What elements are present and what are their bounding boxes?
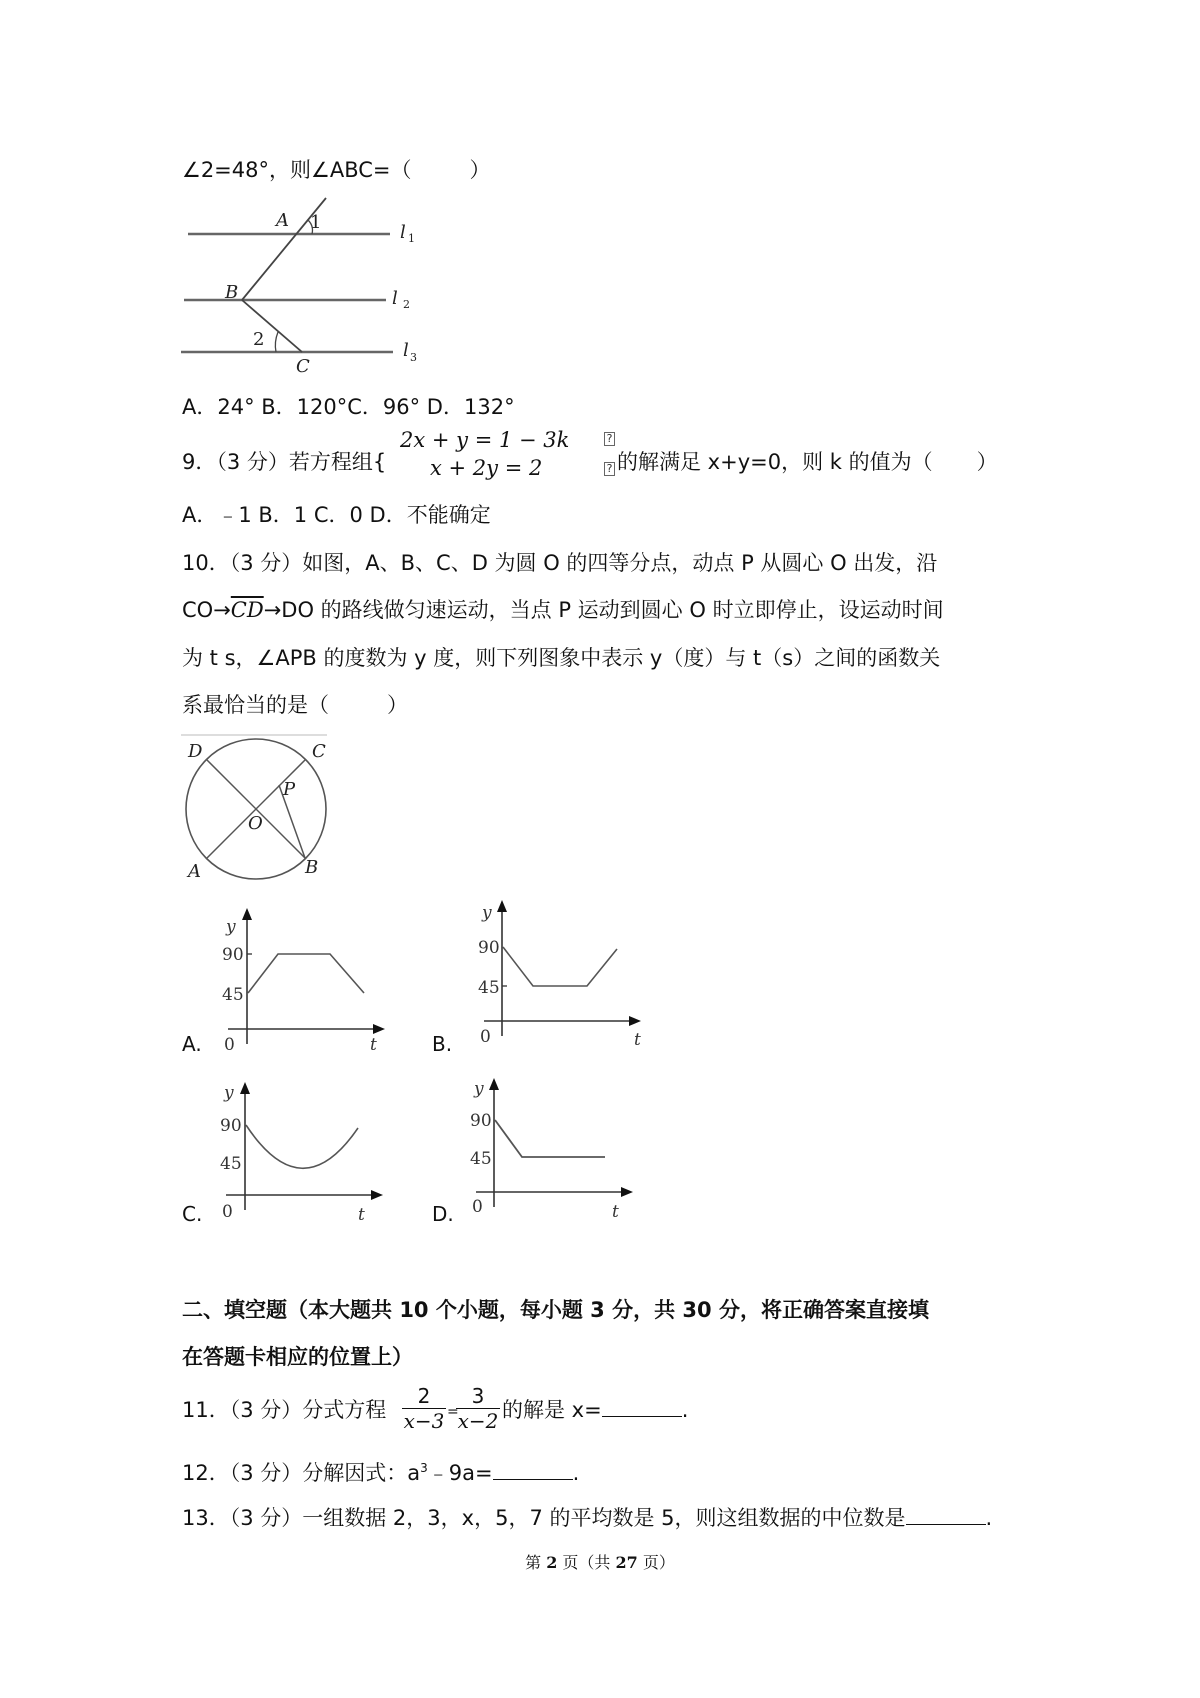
section2-header-line2: 在答题卡相应的位置上） xyxy=(182,1345,413,1369)
graph-D-y-label: y xyxy=(474,1079,484,1099)
q10-close-paren: ） xyxy=(387,693,408,717)
label-B: B xyxy=(225,282,239,303)
q8-text: ∠2=48°，则∠ABC=（ xyxy=(182,158,412,182)
label-A: A xyxy=(188,861,201,882)
graph-D-x-arrow xyxy=(621,1187,633,1197)
q11-frac1-den: x−3 xyxy=(403,1409,445,1433)
q11-suffix-text: 的解是 x= xyxy=(502,1398,602,1422)
page-footer xyxy=(0,1550,1200,1573)
q10-line2-b: →DO 的路线做匀速运动，当点 P 运动到圆心 O 时立即停止，设运动时间 xyxy=(263,598,944,622)
q11-prefix: 11．（3 分）分式方程 xyxy=(182,1398,387,1422)
graph-option-B-label[interactable]: B. xyxy=(432,1032,453,1056)
missing-glyph-icon: ? xyxy=(604,432,615,446)
label-l1: l xyxy=(400,222,406,243)
q11-fraction-2 xyxy=(456,1384,500,1433)
q9-suffix-text: 的解满足 x+y=0，则 k 的值为（ xyxy=(617,450,933,474)
graph-A-tick-90-label: 90 xyxy=(222,945,244,965)
q11-suffix xyxy=(502,1396,688,1424)
label-P: P xyxy=(283,779,296,800)
section2-header-line1 xyxy=(182,1296,929,1324)
footer-text-c: 页） xyxy=(637,1553,675,1572)
graph-option-A-label[interactable]: A. xyxy=(182,1032,202,1056)
label-l2-sub: 2 xyxy=(403,298,410,311)
q9-prefix: 9．（3 分）若方程组{ xyxy=(182,450,387,474)
graph-A-x-label: t xyxy=(370,1035,377,1055)
graph-C-y-label: y xyxy=(224,1083,234,1103)
q11-fraction-1 xyxy=(402,1384,446,1433)
q13-text: 13．（3 分）一组数据 2，3，x，5，7 的平均数是 5，则这组数据的中位数是 xyxy=(182,1506,906,1530)
section2-text-b: 个小题，每小题 xyxy=(428,1298,591,1322)
graph-C-tick-90-label: 90 xyxy=(220,1116,242,1136)
graph-D-origin: 0 xyxy=(472,1197,483,1217)
section2-count: 10 xyxy=(399,1298,429,1322)
q9-eq1: 2x + y = 1 − 3k xyxy=(400,428,570,452)
q13 xyxy=(182,1504,992,1532)
graph-B-tick-90-label: 90 xyxy=(478,938,500,958)
graph-D-y-arrow xyxy=(489,1078,499,1090)
footer-page-number: 2 xyxy=(546,1553,558,1572)
graph-B-y-label: y xyxy=(482,903,492,923)
graph-A-origin: 0 xyxy=(224,1035,235,1055)
label-O: O xyxy=(248,813,263,834)
q12-end: . xyxy=(572,1461,580,1485)
label-l2: l xyxy=(392,288,398,309)
q12-exponent: 3 xyxy=(420,1461,428,1475)
label-l1-sub: 1 xyxy=(408,232,415,245)
q11-equals: = xyxy=(447,1404,459,1420)
section2-total: 30 xyxy=(682,1298,712,1322)
graph-A-y-label: y xyxy=(226,917,236,937)
graph-option-C-label[interactable]: C. xyxy=(182,1202,203,1226)
q9-eq2: x + 2y = 2 xyxy=(430,456,543,480)
q12-answer-blank[interactable] xyxy=(493,1459,573,1480)
graph-B-origin: 0 xyxy=(480,1027,491,1047)
label-D: D xyxy=(188,741,203,762)
graph-C-x-label: t xyxy=(358,1205,365,1225)
q13-answer-blank[interactable] xyxy=(906,1504,986,1525)
label-angle1: 1 xyxy=(310,212,322,233)
graph-D-curve xyxy=(495,1120,605,1157)
label-C: C xyxy=(296,356,310,377)
graph-option-D-label[interactable]: D. xyxy=(432,1202,454,1226)
graph-B-tick-45-label: 45 xyxy=(478,978,500,998)
label-l3-sub: 3 xyxy=(410,351,417,364)
label-C: C xyxy=(312,741,326,762)
q13-end: . xyxy=(985,1506,993,1530)
label-A: A xyxy=(276,210,289,231)
q9-close-paren: ） xyxy=(976,450,998,474)
footer-total-pages: 27 xyxy=(615,1553,638,1572)
q11-frac2-num: 3 xyxy=(471,1384,485,1408)
label-angle2: 2 xyxy=(253,329,265,350)
section2-each: 3 xyxy=(590,1298,605,1322)
graph-D-tick-45-label: 45 xyxy=(470,1149,492,1169)
q10-line4-text: 系最恰当的是（ xyxy=(182,693,329,717)
graph-B-x-label: t xyxy=(634,1030,641,1050)
q12-prefix: 12．（3 分）分解因式：a xyxy=(182,1461,421,1485)
q12 xyxy=(182,1454,579,1487)
section2-text-d: 分，将正确答案直接填 xyxy=(711,1298,929,1322)
graph-D-x-label: t xyxy=(612,1202,619,1222)
footer-text-a: 第 xyxy=(525,1553,547,1572)
q9-options: A．﹣1 B．1 C．0 D．不能确定 xyxy=(182,503,491,527)
q12-rest: ﹣9a= xyxy=(427,1461,493,1485)
label-B: B xyxy=(305,857,319,878)
section2-text-a: 二、填空题（本大题共 xyxy=(182,1298,400,1322)
q8-close-paren: ） xyxy=(469,158,491,182)
q10-line1: 10．（3 分）如图，A、B、C、D 为圆 O 的四等分点，动点 P 从圆心 O 出发，沿 xyxy=(182,551,938,575)
graph-D-tick-90-label: 90 xyxy=(470,1111,492,1131)
arc-CD: $\overline{CD}$ xyxy=(230,598,264,622)
q11-frac1-num: 2 xyxy=(417,1384,431,1408)
q10-line3: 为 t s，∠APB 的度数为 y 度，则下列图象中表示 y（度）与 t（s）之间的函数关 xyxy=(182,646,941,670)
graph-C-tick-45-label: 45 xyxy=(220,1154,242,1174)
q11-end: . xyxy=(681,1398,689,1422)
q11-frac2-den: x−2 xyxy=(457,1409,499,1433)
q8-options: A．24° B．120°C．96° D．132° xyxy=(182,395,515,419)
graph-C-origin: 0 xyxy=(222,1202,233,1222)
graph-A-tick-45-label: 45 xyxy=(222,985,244,1005)
section2-text-c: 分，共 xyxy=(604,1298,683,1322)
q10-line2-a: CO→ xyxy=(182,598,231,622)
missing-glyph-icon: ? xyxy=(604,462,615,476)
footer-text-b: 页（共 xyxy=(557,1553,616,1572)
label-l3: l xyxy=(403,340,409,361)
q11-answer-blank[interactable] xyxy=(602,1396,682,1417)
